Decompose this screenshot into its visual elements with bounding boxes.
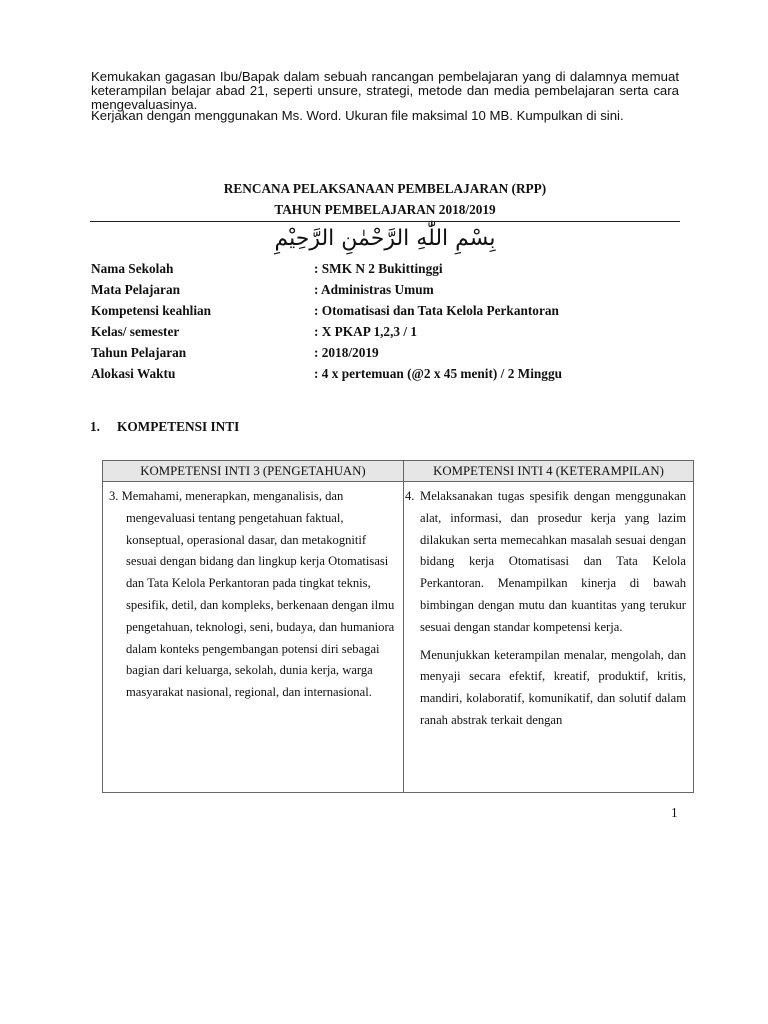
header-ki4: KOMPETENSI INTI 4 (KETERAMPILAN) [433, 464, 664, 478]
instruction-paragraph-2: Kerjakan dengan menggunakan Ms. Word. Ukuran file maksimal 10 MB. Kumpulkan di sini. [91, 108, 624, 123]
info-value: : SMK N 2 Bukittinggi [314, 261, 443, 276]
ki4-text: Melaksanakan tugas spesifik dengan menggunakan alat, informasi, dan prosedur kerja yang lazim dilakukan serta memecahkan masalah sesuai dengan bidang kerja Otomatisasi dan Tata Kelola Perkantoran. Menampilkan kinerja di bawah bimbingan dengan mutu dan kuantitas yang terukur sesuai dengan standar kompetensi kerja. [420, 489, 686, 634]
info-label: Kompetensi keahlian [91, 303, 212, 318]
section-number: 1. [90, 419, 100, 434]
instruction-paragraph-1: Kemukakan gagasan Ibu/Bapak dalam sebuah rancangan pembelajaran yang di dalamnya memuat keterampilan belajar abad 21, seperti unsure, strategi, metode dan media pembelajaran serta cara mengevaluasinya. [91, 69, 679, 112]
page-number: 1 [671, 805, 678, 820]
info-value: : Administras Umum [314, 282, 434, 297]
info-label: Mata Pelajaran [91, 282, 180, 297]
info-value: : Otomatisasi dan Tata Kelola Perkantoran [314, 303, 559, 318]
basmalah-text: بِسْمِ اللّٰهِ الرَّحْمٰنِ الرَّحِيْمِ [274, 226, 496, 251]
header-ki3: KOMPETENSI INTI 3 (PENGETAHUAN) [140, 464, 366, 478]
info-row-subject [91, 281, 691, 302]
ki3-cell [109, 486, 397, 704]
document-subtitle: TAHUN PEMBELAJARAN 2018/2019 [274, 202, 496, 217]
table-header-row [103, 461, 693, 482]
info-row-class [91, 323, 691, 344]
info-label: Nama Sekolah [91, 261, 174, 276]
info-label: Tahun Pelajaran [91, 345, 187, 360]
info-label: Alokasi Waktu [91, 366, 176, 381]
section-heading-kompetensi-inti [90, 419, 239, 435]
info-value: : 2018/2019 [314, 345, 379, 360]
identity-info [91, 260, 691, 386]
info-value: : X PKAP 1,2,3 / 1 [314, 324, 418, 339]
ki4-paragraph-1 [404, 486, 686, 639]
section-title: KOMPETENSI INTI [117, 419, 240, 434]
ki4-paragraph-2: Menunjukkan keterampilan menalar, mengolah, dan menyaji secara efektif, kreatif, produktif, kritis, mandiri, kolaboratif, komunikatif, dan solutif dalam ranah abstrak terkait dengan [420, 647, 686, 727]
info-row-year [91, 344, 691, 365]
ki3-first-line: 3. Memahami, menerapkan, menganalisis, dan [109, 489, 344, 503]
ki3-text: mengevaluasi tentang pengetahuan faktual, konseptual, operasional dasar, dan metakognitif sesuai dengan bidang dan lingkup kerja Otomatisasi dan Tata Kelola Perkantoran pada tingkat teknis, spesifik, detil, dan kompleks, berkenaan dengan ilmu pengetahuan, teknologi, seni, budaya, dan humaniora dalam konteks pengembangan potensi diri sebagai bagian dari keluarga, sekolah, dunia kerja, warga masyarakat nasional, regional, dan internasional. [126, 510, 395, 700]
ki4-number: 4. [405, 489, 415, 503]
info-label: Kelas/ semester [91, 324, 180, 339]
title-divider [90, 221, 680, 222]
ki4-cell [404, 486, 686, 732]
kompetensi-inti-table [102, 460, 694, 793]
document-title: RENCANA PELAKSANAAN PEMBELAJARAN (RPP) [223, 181, 547, 196]
info-value: : 4 x pertemuan (@2 x 45 menit) / 2 Minggu [314, 366, 562, 381]
info-row-school [91, 260, 691, 281]
info-row-competency [91, 302, 691, 323]
info-row-time-allocation [91, 365, 691, 386]
